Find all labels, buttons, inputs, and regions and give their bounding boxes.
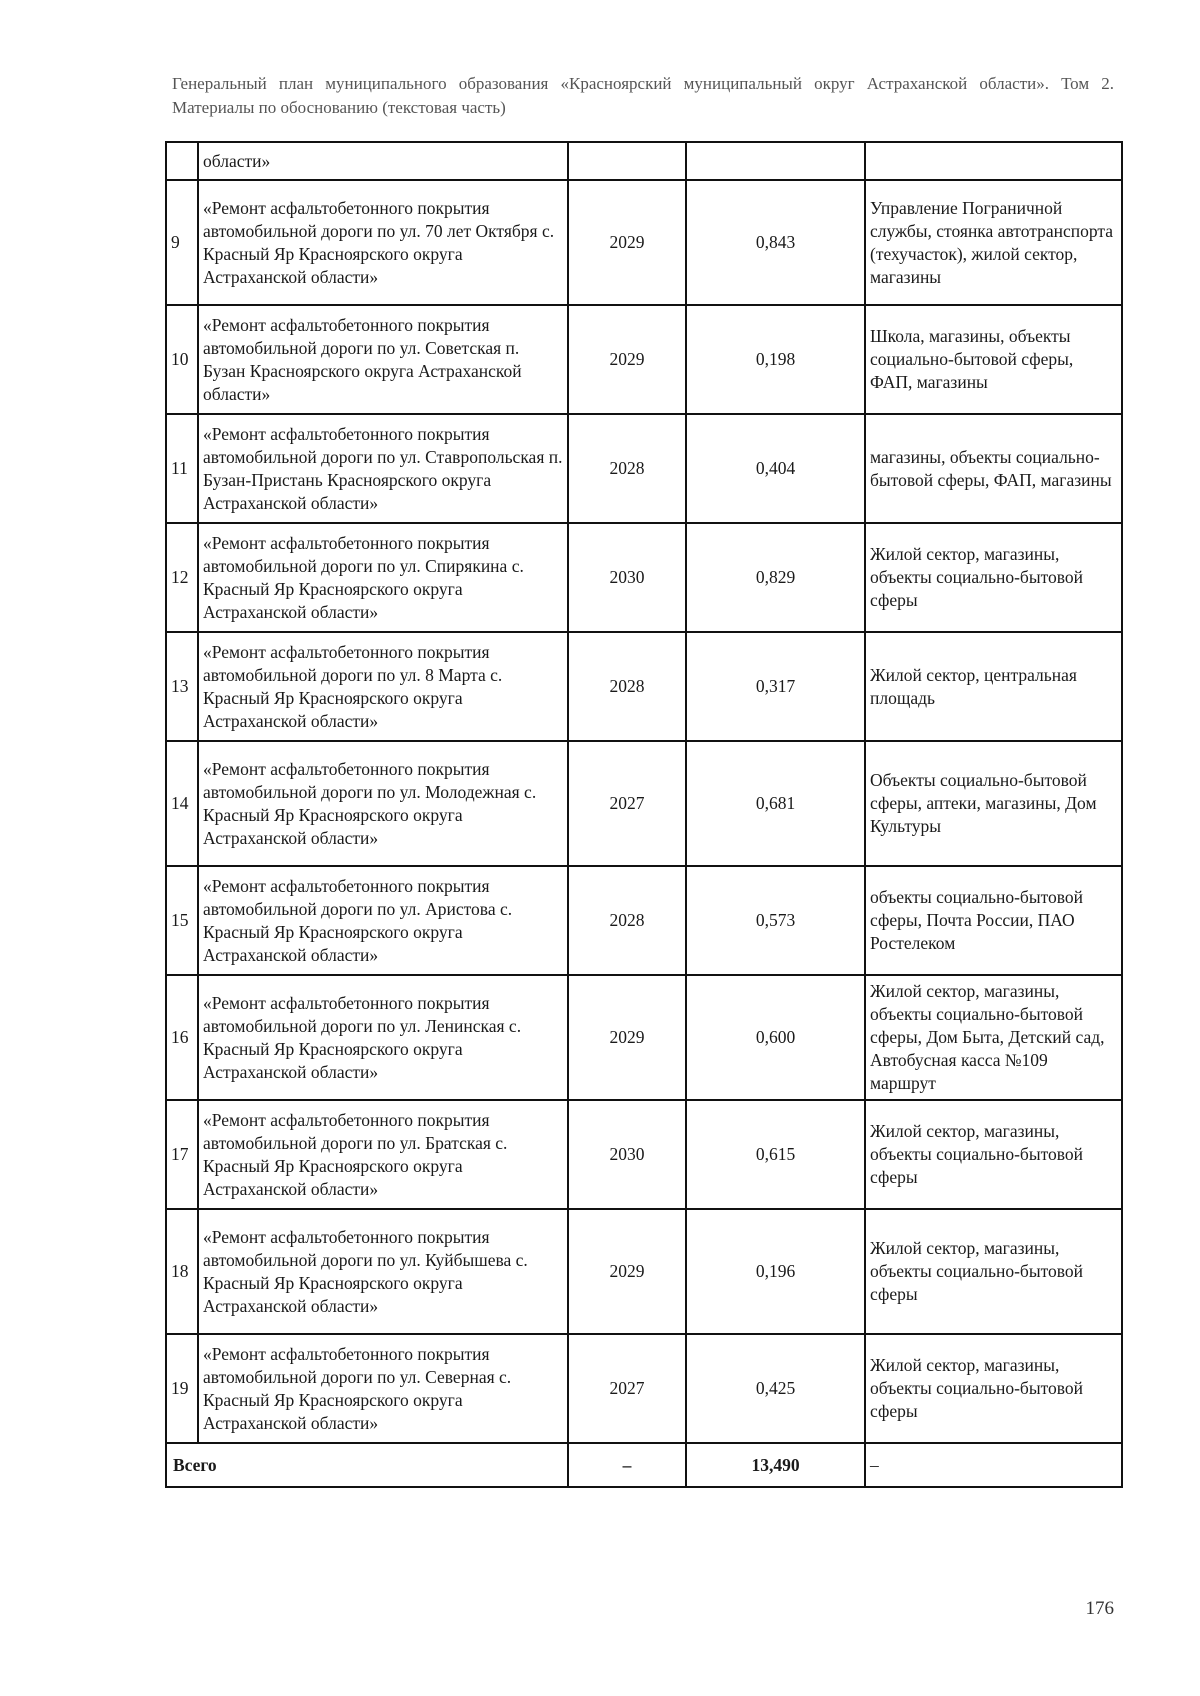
row-length-cell: 0,573	[686, 866, 865, 975]
table-row	[166, 1100, 1122, 1209]
row-description-cell: Жилой сектор, магазины, объекты социально-бытовой сферы	[865, 1100, 1122, 1209]
row-number-cell: 18	[166, 1209, 198, 1334]
row-number-cell: 12	[166, 523, 198, 632]
table-row	[166, 523, 1122, 632]
row-description-cell: Жилой сектор, магазины, объекты социально-бытовой сферы	[865, 523, 1122, 632]
row-number-cell: 19	[166, 1334, 198, 1443]
table-row-continuation	[166, 142, 1122, 180]
row-year-cell: 2028	[568, 414, 686, 523]
row-description-cell	[865, 142, 1122, 180]
row-number-cell: 11	[166, 414, 198, 523]
table-total-section	[166, 1443, 1122, 1487]
row-name-cell: «Ремонт асфальтобетонного покрытия автомобильной дороги по ул. Молодежная с. Красный Яр Красноярского округа Астраханской области»	[198, 741, 568, 866]
row-description-cell: Управление Пограничной службы, стоянка автотранспорта (техучасток), жилой сектор, магазины	[865, 180, 1122, 305]
row-year-cell: 2027	[568, 741, 686, 866]
page-number: 176	[1085, 1598, 1114, 1619]
row-length-cell: 0,198	[686, 305, 865, 414]
row-length-cell: 0,829	[686, 523, 865, 632]
table-body	[166, 142, 1122, 1443]
row-description-cell: магазины, объекты социально-бытовой сферы, ФАП, магазины	[865, 414, 1122, 523]
road-repair-table	[165, 141, 1123, 1488]
row-name-cell: «Ремонт асфальтобетонного покрытия автомобильной дороги по ул. Спирякина с. Красный Яр Красноярского округа Астраханской области»	[198, 523, 568, 632]
row-name-cell: «Ремонт асфальтобетонного покрытия автомобильной дороги по ул. Северная с. Красный Яр Красноярского округа Астраханской области»	[198, 1334, 568, 1443]
row-year-cell: 2029	[568, 180, 686, 305]
total-length: 13,490	[686, 1443, 865, 1487]
row-length-cell: 0,317	[686, 632, 865, 741]
table-row	[166, 866, 1122, 975]
table-row	[166, 414, 1122, 523]
row-number-cell: 9	[166, 180, 198, 305]
row-year-cell: 2027	[568, 1334, 686, 1443]
total-label: Всего	[166, 1443, 568, 1487]
row-length-cell: 0,425	[686, 1334, 865, 1443]
page-header: Генеральный план муниципального образования «Красноярский муниципальный округ Астраханской области». Том 2. Материалы по обоснованию (текстовая часть)	[172, 74, 1114, 117]
row-name-cell: «Ремонт асфальтобетонного покрытия автомобильной дороги по ул. 8 Марта с. Красный Яр Красноярского округа Астраханской области»	[198, 632, 568, 741]
row-length-cell: 0,843	[686, 180, 865, 305]
row-year-cell: 2030	[568, 1100, 686, 1209]
row-description-cell: Объекты социально-бытовой сферы, аптеки, магазины, Дом Культуры	[865, 741, 1122, 866]
row-length-cell: 0,196	[686, 1209, 865, 1334]
row-name-cell: «Ремонт асфальтобетонного покрытия автомобильной дороги по ул. Ставропольская п. Бузан-Пристань Красноярского округа Астраханской области»	[198, 414, 568, 523]
row-number-cell: 10	[166, 305, 198, 414]
row-length-cell: 0,615	[686, 1100, 865, 1209]
row-description-cell: Жилой сектор, центральная площадь	[865, 632, 1122, 741]
row-number-cell: 14	[166, 741, 198, 866]
row-name-cell: области»	[198, 142, 568, 180]
total-year: –	[568, 1443, 686, 1487]
table-row	[166, 975, 1122, 1100]
row-length-cell	[686, 142, 865, 180]
total-description: –	[865, 1443, 1122, 1487]
table-row	[166, 632, 1122, 741]
row-number-cell: 15	[166, 866, 198, 975]
row-year-cell: 2029	[568, 975, 686, 1100]
table-row	[166, 1209, 1122, 1334]
table-row	[166, 1334, 1122, 1443]
row-description-cell: Жилой сектор, магазины, объекты социально-бытовой сферы, Дом Быта, Детский сад, Автобусная касса №109 маршрут	[865, 975, 1122, 1100]
row-number-cell: 17	[166, 1100, 198, 1209]
row-name-cell: «Ремонт асфальтобетонного покрытия автомобильной дороги по ул. 70 лет Октября с. Красный Яр Красноярского округа Астраханской области»	[198, 180, 568, 305]
row-number-cell: 13	[166, 632, 198, 741]
row-description-cell: Жилой сектор, магазины, объекты социально-бытовой сферы	[865, 1209, 1122, 1334]
row-year-cell: 2029	[568, 305, 686, 414]
row-name-cell: «Ремонт асфальтобетонного покрытия автомобильной дороги по ул. Аристова с. Красный Яр Красноярского округа Астраханской области»	[198, 866, 568, 975]
row-description-cell: Школа, магазины, объекты социально-бытовой сферы, ФАП, магазины	[865, 305, 1122, 414]
row-year-cell	[568, 142, 686, 180]
row-year-cell: 2030	[568, 523, 686, 632]
row-year-cell: 2028	[568, 866, 686, 975]
row-name-cell: «Ремонт асфальтобетонного покрытия автомобильной дороги по ул. Братская с. Красный Яр Красноярского округа Астраханской области»	[198, 1100, 568, 1209]
row-year-cell: 2028	[568, 632, 686, 741]
table-row	[166, 305, 1122, 414]
row-name-cell: «Ремонт асфальтобетонного покрытия автомобильной дороги по ул. Ленинская с. Красный Яр Красноярского округа Астраханской области»	[198, 975, 568, 1100]
row-name-cell: «Ремонт асфальтобетонного покрытия автомобильной дороги по ул. Советская п. Бузан Красноярского округа Астраханской области»	[198, 305, 568, 414]
row-description-cell: Жилой сектор, магазины, объекты социально-бытовой сферы	[865, 1334, 1122, 1443]
row-year-cell: 2029	[568, 1209, 686, 1334]
table-row	[166, 180, 1122, 305]
table-row-total	[166, 1443, 1122, 1487]
row-length-cell: 0,404	[686, 414, 865, 523]
row-number-cell: 16	[166, 975, 198, 1100]
row-name-cell: «Ремонт асфальтобетонного покрытия автомобильной дороги по ул. Куйбышева с. Красный Яр Красноярского округа Астраханской области»	[198, 1209, 568, 1334]
row-length-cell: 0,681	[686, 741, 865, 866]
table-row	[166, 741, 1122, 866]
row-length-cell: 0,600	[686, 975, 865, 1100]
row-description-cell: объекты социально-бытовой сферы, Почта России, ПАО Ростелеком	[865, 866, 1122, 975]
row-number-cell	[166, 142, 198, 180]
